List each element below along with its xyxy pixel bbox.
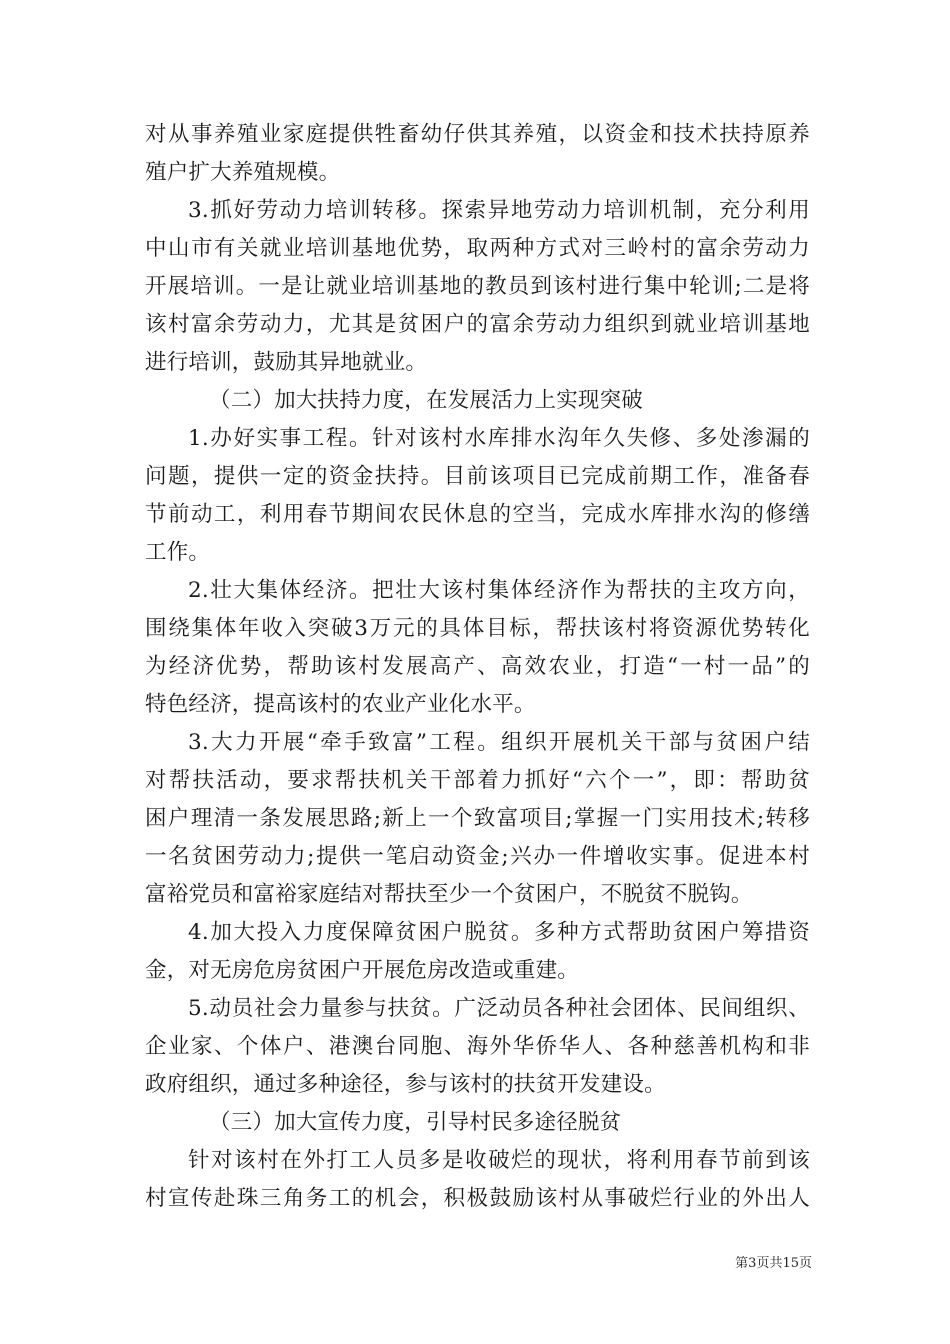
text-line: 对从事养殖业家庭提供牲畜幼仔供其养殖，以资金和技术扶持原养 <box>145 122 810 147</box>
text-line: 村宣传赴珠三角务工的机会，积极鼓励该村从事破烂行业的外出人 <box>145 1186 810 1211</box>
text-line: 3.大力开展“牵手致富”工程。组织开展机关干部与贫困户结 <box>188 730 810 755</box>
text-line: 5.动员社会力量参与扶贫。广泛动员各种社会团体、民间组织、 <box>188 996 810 1021</box>
text-line: 3.抓好劳动力培训转移。探索异地劳动力培训机制，充分利用 <box>188 198 810 223</box>
section-heading: （三）加大宣传力度，引导村民多途径脱贫 <box>209 1110 622 1135</box>
text-line: 企业家、个体户、港澳台同胞、海外华侨华人、各种慈善机构和非 <box>145 1034 810 1059</box>
text-line: 富裕党员和富裕家庭结对帮扶至少一个贫困户，不脱贫不脱钩。 <box>145 882 753 907</box>
text-line: 2.壮大集体经济。把壮大该村集体经济作为帮扶的主攻方向， <box>188 578 810 603</box>
text-line: 开展培训。一是让就业培训基地的教员到该村进行集中轮训;二是将 <box>145 274 810 299</box>
text-line: 围绕集体年收入突破3万元的具体目标，帮扶该村将资源优势转化 <box>145 616 810 641</box>
text-line: 金，对无房危房贫困户开展危房改造或重建。 <box>145 958 580 983</box>
text-line: 节前动工，利用春节期间农民休息的空当，完成水库排水沟的修缮 <box>145 502 810 527</box>
section-heading: （二）加大扶持力度，在发展活力上实现突破 <box>209 388 644 413</box>
text-line: 4.加大投入力度保障贫困户脱贫。多种方式帮助贫困户筹措资 <box>188 920 810 945</box>
text-line: 殖户扩大养殖规模。 <box>145 160 341 185</box>
page-number: 第3页共15页 <box>735 1256 812 1271</box>
page-footer <box>0 1252 812 1271</box>
text-line: 对帮扶活动，要求帮扶机关干部着力抓好“六个一”，即：帮助贫 <box>145 768 810 793</box>
text-line: 进行培训，鼓励其异地就业。 <box>145 350 428 375</box>
text-line: 为经济优势，帮助该村发展高产、高效农业，打造“一村一品”的 <box>145 654 810 679</box>
text-line: 1.办好实事工程。针对该村水库排水沟年久失修、多处渗漏的 <box>188 426 810 451</box>
text-line: 针对该村在外打工人员多是收破烂的现状，将利用春节前到该 <box>188 1148 810 1173</box>
document-body <box>145 116 810 1218</box>
text-line: 该村富余劳动力，尤其是贫困户的富余劳动力组织到就业培训基地 <box>145 312 810 337</box>
text-line: 困户理清一条发展思路;新上一个致富项目;掌握一门实用技术;转移 <box>145 806 810 831</box>
text-line: 政府组织，通过多种途径，参与该村的扶贫开发建设。 <box>145 1072 666 1097</box>
text-line: 特色经济，提高该村的农业产业化水平。 <box>145 692 536 717</box>
text-line: 问题，提供一定的资金扶持。目前该项目已完成前期工作，准备春 <box>145 464 810 489</box>
text-line: 工作。 <box>145 540 211 565</box>
text-line: 中山市有关就业培训基地优势，取两种方式对三岭村的富余劳动力 <box>145 236 810 261</box>
text-line: 一名贫困劳动力;提供一笔启动资金;兴办一件增收实事。促进本村 <box>145 844 810 869</box>
